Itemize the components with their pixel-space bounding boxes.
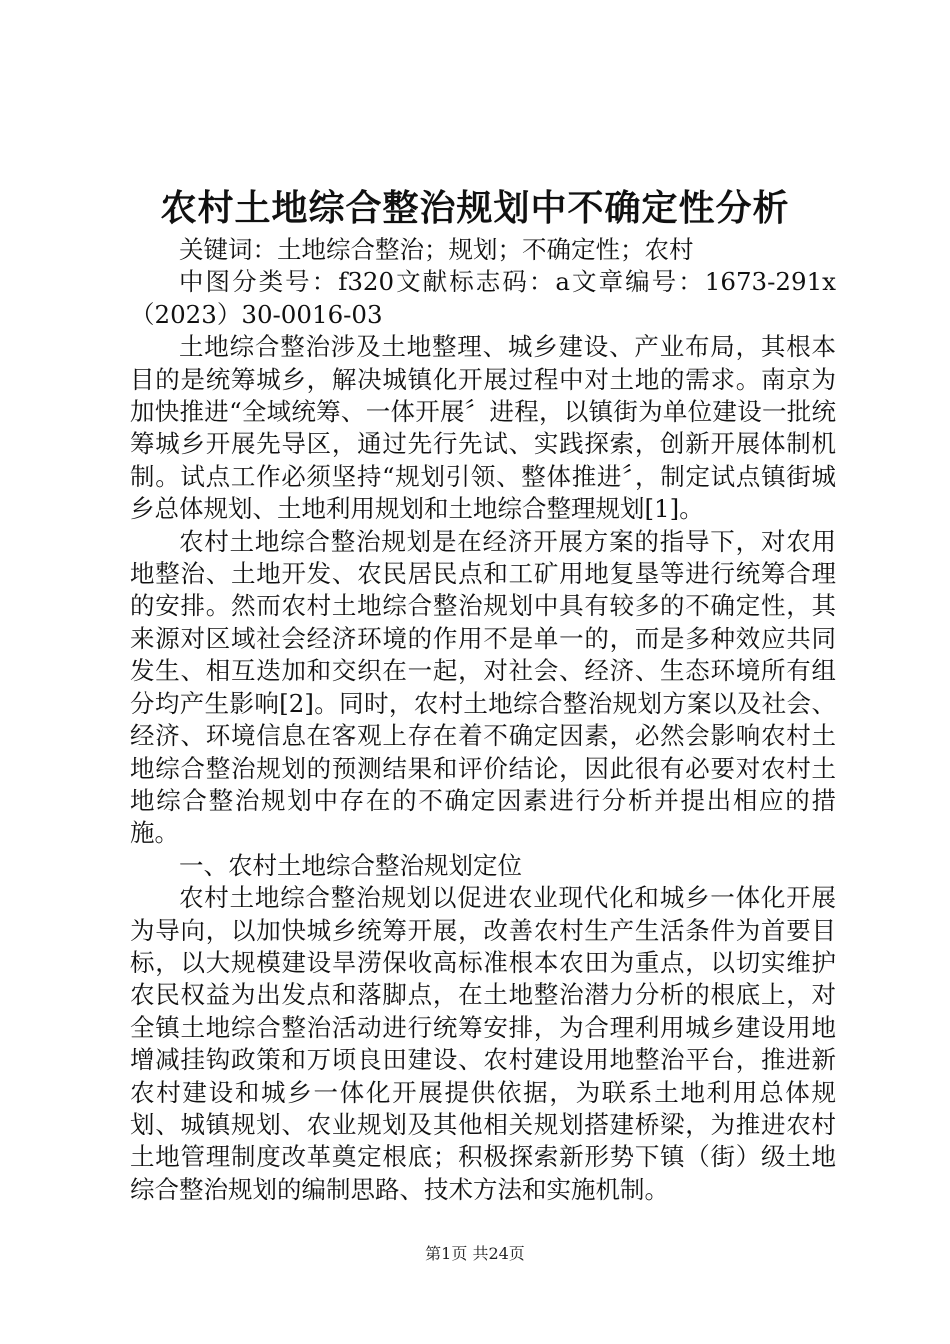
document-body (130, 234, 836, 1206)
keywords-line: 关键词：土地综合整治；规划；不确定性；农村 (179, 235, 694, 264)
paragraph: 农村土地综合整治规划是在经济开展方案的指导下，对农用地整治、土地开发、农民居民点和工矿用地复垦等进行统筹合理的安排。然而农村土地综合整治规划中具有较多的不确定性，其来源对区域社会经济环境的作用不是单一的，而是多种效应共同发生、相互迭加和交织在一起，对社会、经济、生态环境所有组分均产生影响[2]。同时，农村土地综合整治规划方案以及社会、经济、环境信息在客观上存在着不确定因素，必然会影响农村土地综合整治规划的预测结果和评价结论，因此很有必要对农村土地综合整治规划中存在的不确定因素进行分析并提出相应的措施。 (130, 526, 836, 848)
paragraph: 土地综合整治涉及土地整理、城乡建设、产业布局，其根本目的是统筹城乡，解决城镇化开展过程中对土地的需求。南京为加快推进“全域统筹、一体开展〞进程，以镇街为单位建设一批统筹城乡开展先导区，通过先行先试、实践探索，创新开展体制机制。试点工作必须坚持“规划引领、整体推进〞，制定试点镇街城乡总体规划、土地利用规划和土地综合整理规划[1]。 (130, 332, 836, 524)
page-number-footer: 第1页 共24页 (425, 1244, 525, 1263)
classification-line: 中图分类号：f320文献标志码：a文章编号：1673-291x（2023）30-0016-03 (130, 267, 836, 329)
paragraph: 农村土地综合整治规划以促进农业现代化和城乡一体化开展为导向，以加快城乡统筹开展，改善农村生产生活条件为首要目标，以大规模建设旱涝保收高标准根本农田为重点，以切实维护农民权益为出发点和落脚点，在土地整治潜力分析的根底上，对全镇土地综合整治活动进行统筹安排，为合理利用城乡建设用地增减挂钩政策和万顷良田建设、农村建设用地整治平台，推进新农村建设和城乡一体化开展提供依据，为联系土地利用总体规划、城镇规划、农业规划及其他相关规划搭建桥梁，为推进农村土地管理制度改革奠定根底；积极探索新形势下镇（街）级土地综合整治规划的编制思路、技术方法和实施机制。 (130, 883, 836, 1204)
section-heading: 一、农村土地综合整治规划定位 (179, 850, 522, 880)
document-title: 农村土地综合整治规划中不确定性分析 (160, 188, 790, 229)
